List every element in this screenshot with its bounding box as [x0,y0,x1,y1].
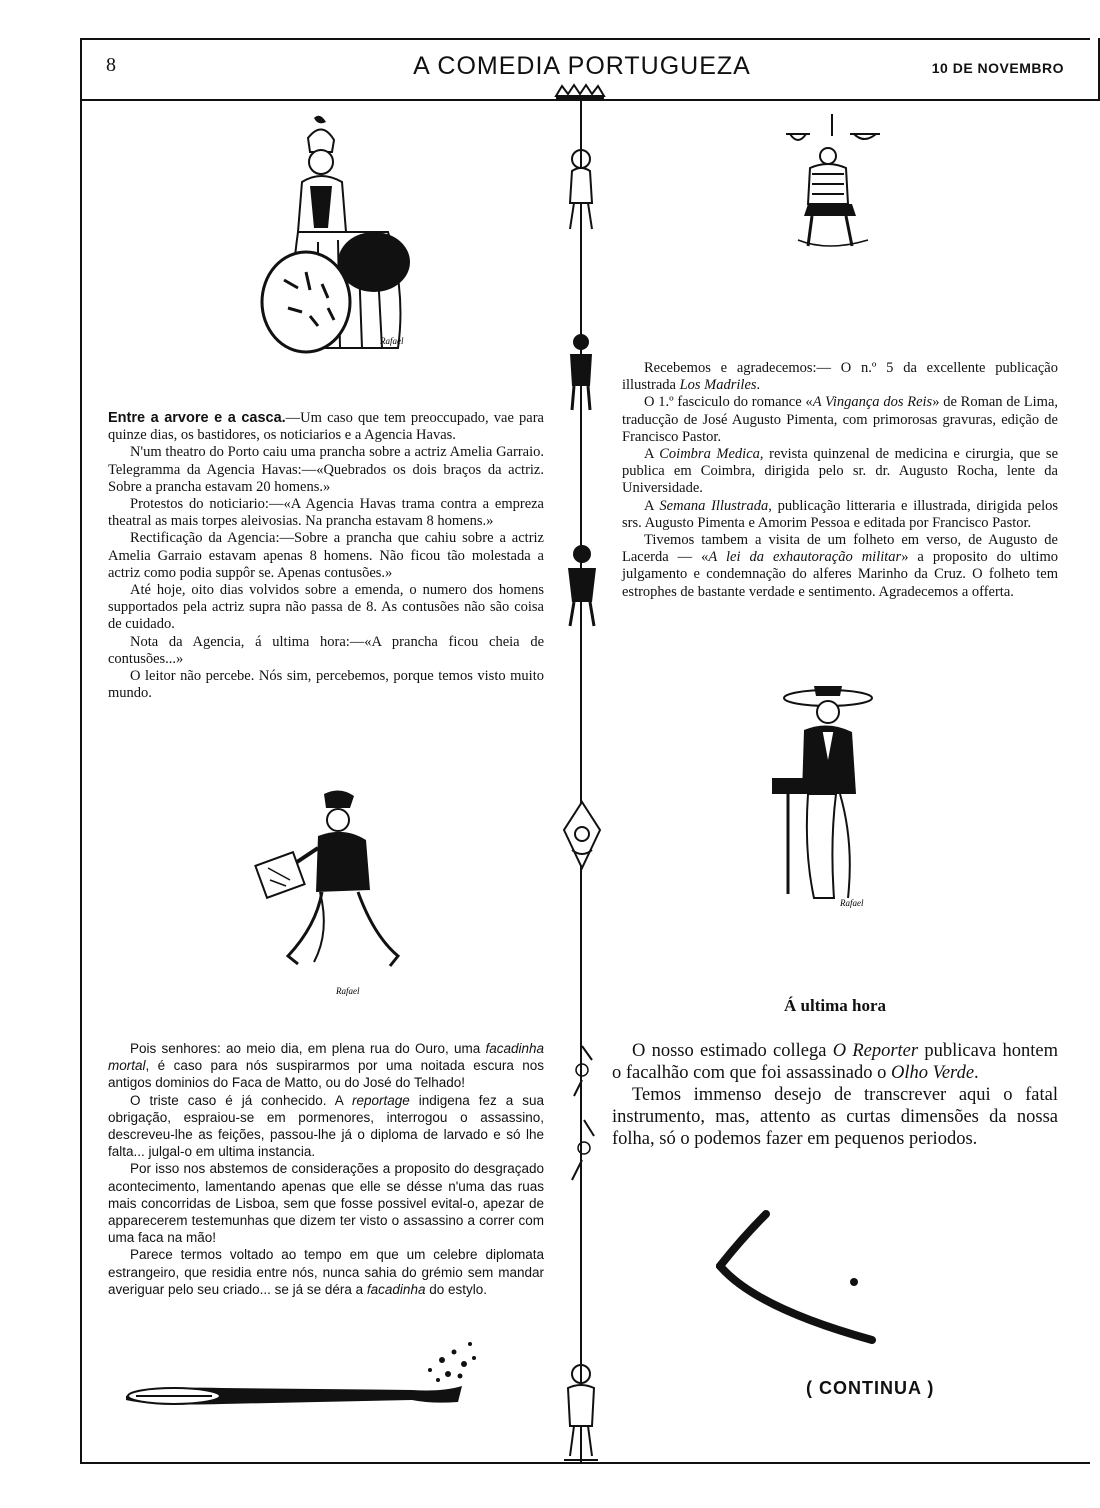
emphasis: facadinha mortal [108,1041,544,1074]
text-run: Parece termos voltado ao tempo em que um celebre diplomata estrangeiro, que residia entre nós, nunca sahia do grémio sem mandar averiguar pelo seu criado... se já se déra a [108,1247,544,1297]
emphasis: Olho Verde [890,1063,975,1083]
text-run: » de Roman de Lima, traducção de José Augusto Pimenta, com primorosas gravuras, edição de Francisco Pastor. [622,394,1059,445]
article-entre-arvore [108,410,544,702]
page-number: 8 [106,54,116,76]
article-facadinha [108,1040,544,1298]
article-paragraph: —Um caso que tem preoccupado, vae para quinze dias, os bastidores, os noticiarios e a Agencia Havas. [108,410,544,444]
emphasis: facadinha [366,1281,426,1297]
climbing-figure-icon [560,145,602,235]
publication-title: A lei da exhautoração militar [708,549,902,566]
text-run: publicava hontem o facalhão com que foi assassinado o [612,1041,1058,1083]
publication-title: Los Madriles [679,377,757,394]
text-run: do estylo. [425,1281,488,1297]
article-title: Entre a arvore e a casca. [108,410,286,426]
text-run: , revista quinzenal de medicina e cirurgia, que se publica em Coimbra, dirigida pelo sr. dr. Augusto Rocha, lente da Universidade. [622,446,1058,497]
knife-illustration [112,1330,512,1430]
svg-text:Rafael: Rafael [380,336,404,346]
section-heading: Á ultima hora [784,996,886,1015]
issue-date: 10 DE NOVEMBRO [931,60,1064,76]
text-run: A [644,446,660,463]
text-run: Tivemos tambem a visita de um folheto em verso, de Augusto de Lacerda — « [622,532,1058,566]
publication-title: Coimbra Medica [659,446,760,463]
publication-title: O Reporter [832,1041,919,1061]
crown-ornament-icon [552,82,608,102]
lady-with-fan-illustration [248,112,428,362]
publication-title: A Vingança dos Reis [812,394,933,411]
standing-figure-icon [556,1360,606,1466]
text-run: indigena fez a sua obrigação, espraiou-se em pormenores, interrogou o assassino, descreveu-lhe as feições, passou-lhe já o diploma de larvado e só lhe falta... julgal-o em ultima instancia. [108,1092,544,1160]
continua-label: ( CONTINUA ) [806,1378,935,1398]
text-run: . [974,1063,979,1083]
svg-text:Rafael: Rafael [840,898,864,908]
text-run: » a proposito do ultimo julgamento e condemnação do alferes Marinho da Cruz. O folheto tem estrophes de bastante verdade e sentimento. Agradecemos a offerta. [622,549,1058,600]
running-man-illustration [254,786,414,1002]
lantern-figure-icon [560,800,604,872]
climbing-figure-icon [560,540,604,630]
column-divider [580,100,582,1462]
article-ultima-hora [612,1040,1058,1150]
article-paragraph: Até hoje, oito dias volvidos sobre a emenda, o numero dos homens supportados pela actriz supra não passa de 8. As contusões não são coisa de cuidado. [108,582,544,633]
knife-tip-illustration [716,1208,886,1348]
article-paragraph: Nota da Agencia, á ultima hora:—«A prancha ficou cheia de contusões...» [108,633,544,667]
text-run: O 1.º fasciculo do romance « [644,394,813,411]
man-with-hat-illustration [744,682,894,914]
article-paragraph: Protestos do noticiario:—«A Agencia Havas trama contra a empreza theatral as mais torpes aleivosias. Na prancha estavam 8 homens.» [108,496,544,530]
article-paragraph: Temos immenso desejo de transcrever aqui o fatal instrumento, mas, attento as curtas dimensões da nossa folha, só o podemos fazer em pequenos periodos. [612,1085,1058,1149]
seated-man-illustration [782,112,892,252]
svg-text:Rafael: Rafael [336,986,360,996]
text-run: O nosso estimado collega [632,1041,833,1061]
article-paragraph: Rectificação da Agencia:—Sobre a prancha que cahiu sobre a actriz Amelia Garraio estavam apenas 8 homens. Não ficou tão molestada a actriz como podia suppôr se. Apenas contusões.» [108,530,544,581]
text-run: , publicação litteraria e illustrada, dirigida pelos srs. Augusto Pimenta e Amorim Pessoa e editada por Francisco Pastor. [622,497,1059,531]
publication-title: Semana Illustrada [659,497,769,514]
article-paragraph: N'um theatro do Porto caiu uma prancha sobre a actriz Amelia Garraio. Telegramma da Agencia Havas:—«Quebrados os dois braços da actriz. Sobre a prancha estavam 20 homens.» [108,444,544,495]
article-recebemos [622,360,1058,601]
article-paragraph: Por isso nos abstemos de considerações a proposito do desgraçado acontecimento, lamentando apenas que elle se désse n'uma das ruas mais concorridas de Lisboa, sem que fosse possivel evital-o, apezar de apparecerem testemunhas que dizem ter visto o assassino a correr com uma faca na mão! [108,1161,544,1246]
text-run: A [644,497,660,514]
masthead-title: A COMEDIA PORTUGUEZA [413,52,751,80]
text-run: Recebemos e agradecemos:— O n.º 5 da excellente publicação illustrada [622,360,1058,394]
climbing-figure-icon [560,330,602,418]
hanging-figure-icon [566,1040,600,1200]
text-run: O triste caso é já conhecido. A [130,1092,352,1108]
text-run: , é caso para nós suspirarmos por uma noitada escura nos antigos dominios do Faca de Matto, ou do José do Telhado! [108,1058,544,1091]
article-paragraph: O leitor não percebe. Nós sim, percebemos, porque temos visto muito mundo. [108,668,544,702]
text-run: . [756,377,761,394]
emphasis: reportage [351,1092,410,1108]
text-run: Pois senhores: ao meio dia, em plena rua do Ouro, uma [130,1041,486,1056]
